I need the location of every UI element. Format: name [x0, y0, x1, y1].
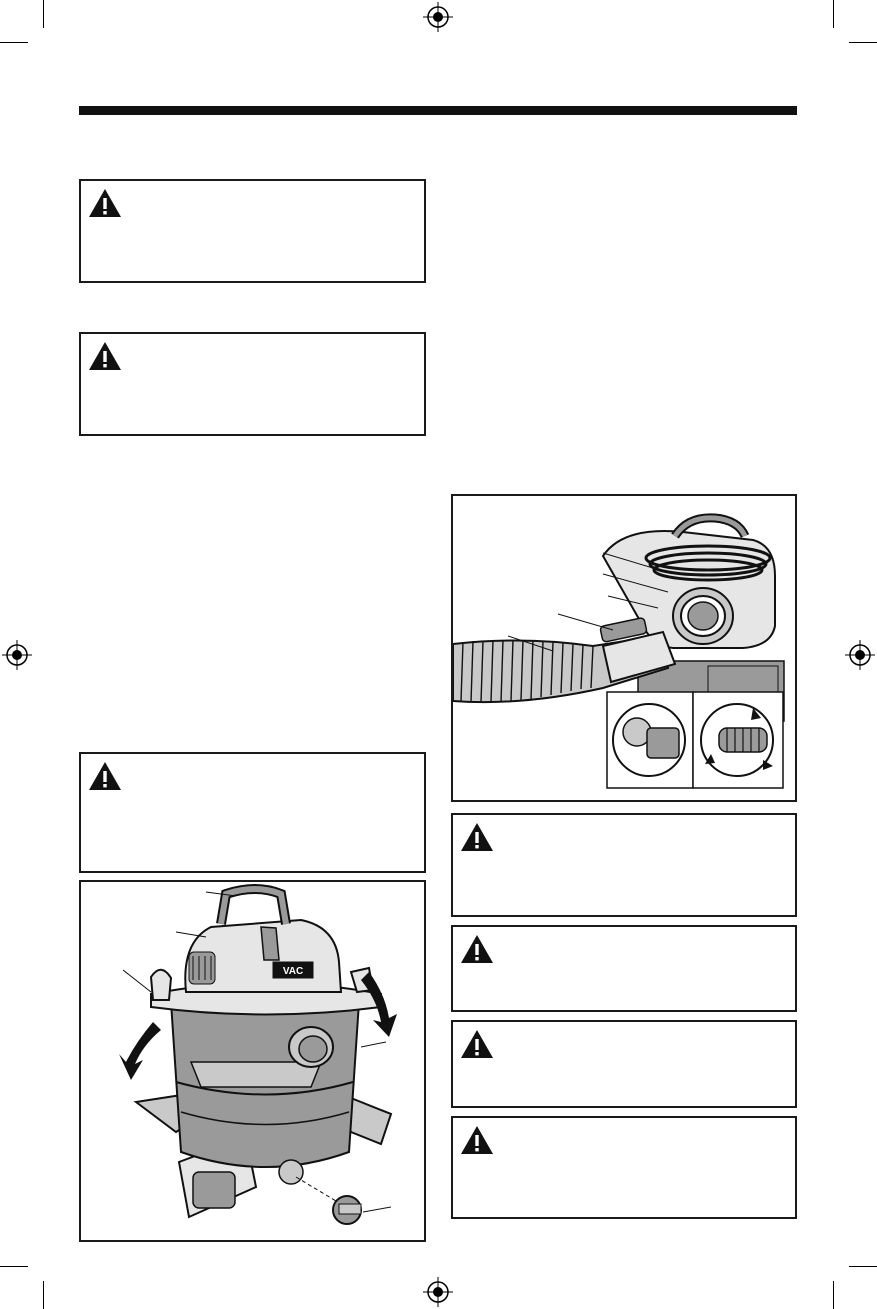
brand-plate: VAC [282, 966, 304, 977]
warning-box-7 [451, 1116, 797, 1219]
crop-mark-br-v [833, 1281, 834, 1309]
warning-triangle-icon [87, 340, 123, 372]
figure-hose-connection [451, 494, 797, 802]
registration-mark-top [423, 2, 453, 32]
crop-mark-tl-h [0, 42, 28, 43]
header-rule [79, 106, 797, 115]
crop-mark-tr-h [849, 42, 877, 43]
crop-mark-bl-h [0, 1266, 28, 1267]
warning-box-3 [79, 752, 426, 873]
warning-box-2 [79, 332, 426, 436]
crop-mark-bl-v [43, 1281, 44, 1309]
warning-triangle-icon [459, 933, 495, 965]
crop-mark-tr-v [833, 0, 834, 28]
figure-vacuum-assembly [79, 880, 426, 1242]
vacuum-assembly-illustration [81, 882, 424, 1240]
warning-box-5 [451, 925, 797, 1012]
warning-triangle-icon [87, 760, 123, 792]
registration-mark-right [845, 640, 875, 670]
crop-mark-br-h [849, 1266, 877, 1267]
crop-mark-tl-v [43, 0, 44, 28]
warning-triangle-icon [459, 1028, 495, 1060]
warning-box-4 [451, 813, 797, 917]
hose-connection-illustration [453, 496, 795, 800]
registration-mark-bottom [423, 1277, 453, 1307]
warning-triangle-icon [87, 187, 123, 219]
warning-triangle-icon [459, 1124, 495, 1156]
warning-box-1 [79, 179, 426, 283]
registration-mark-left [2, 640, 32, 670]
warning-box-6 [451, 1020, 797, 1108]
warning-triangle-icon [459, 821, 495, 853]
